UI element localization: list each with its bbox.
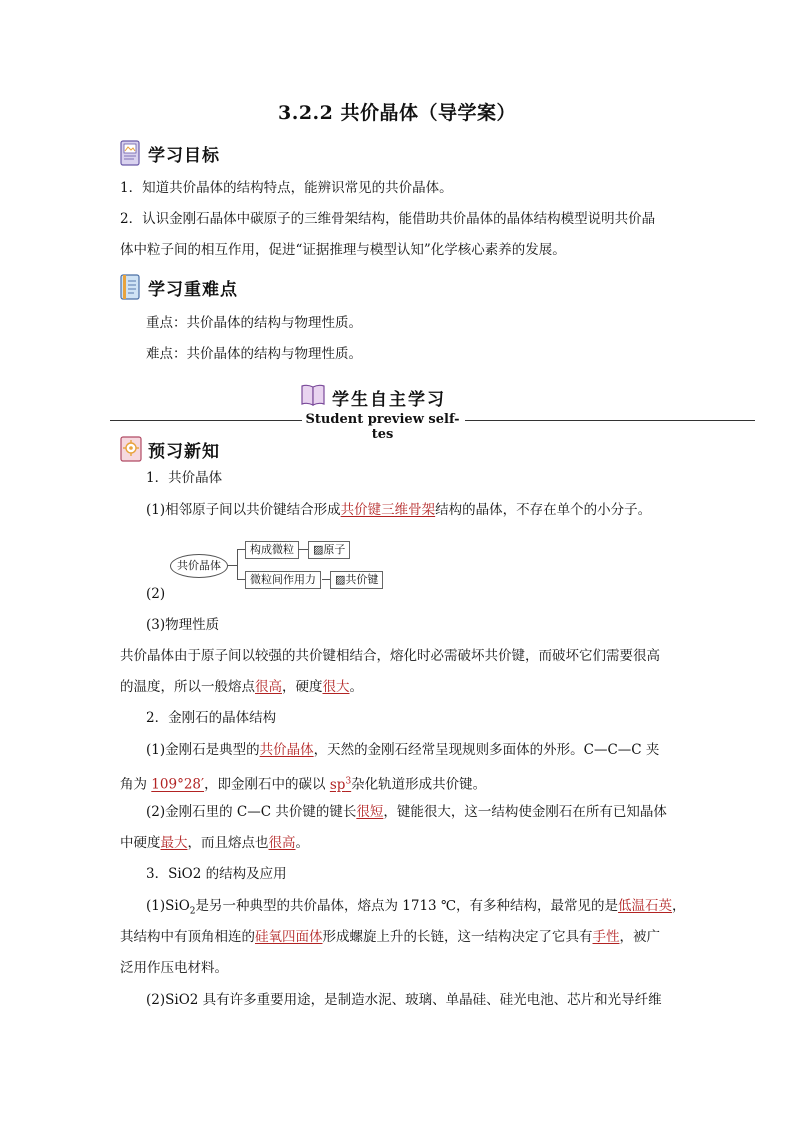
section-banner — [0, 382, 794, 442]
s2-p1-line2: 角为 109°28′，即金刚石中的碳以 $sp^3$杂化轨道形成共价键。 — [120, 776, 487, 793]
s1-p3-line1: 共价晶体由于原子间以较强的共价键相结合，熔化时必需破坏共价键，而破坏它们需要很高 — [120, 648, 660, 664]
preview-heading-label: 预习新知 — [148, 441, 220, 462]
s3-p1-line3: 泛用作压电材料。 — [120, 960, 228, 976]
answer-blank: 共价晶体 — [259, 742, 314, 758]
goal-item: 2．认识金刚石晶体中碳原子的三维骨架结构，能借助共价晶体的晶体结构模型说明共价晶 — [120, 211, 656, 227]
diagram-answer-atom: ▨原子 — [308, 541, 350, 559]
answer-blank: 低温石英 — [618, 898, 673, 914]
answer-blank: 很高 — [268, 835, 296, 851]
s1-p1: (1)相邻原子间以共价键结合形成共价键三维骨架结构的晶体，不存在单个的小分子。 — [146, 502, 652, 518]
concept-diagram — [170, 540, 400, 590]
goal-item: 体中粒子间的相互作用，促进“证据推理与模型认知”化学核心素养的发展。 — [120, 242, 566, 258]
hard-point: 难点：共价晶体的结构与物理性质。 — [146, 346, 362, 362]
s1-p3: (3)物理性质 — [146, 617, 220, 633]
key-point: 重点：共价晶体的结构与物理性质。 — [146, 315, 362, 331]
answer-blank: 很高 — [255, 679, 282, 695]
s2-p2-line2: 中硬度最大，而且熔点也很高。 — [120, 835, 309, 851]
notebook-icon — [120, 274, 140, 300]
gear-book-icon — [120, 436, 140, 462]
diagram-answer-bond: ▨共价键 — [330, 571, 383, 589]
diagram-center: 共价晶体 — [170, 554, 228, 578]
difficulties-heading — [120, 272, 238, 302]
goal-item: 1．知道共价晶体的结构特点，能辨识常见的共价晶体。 — [120, 180, 453, 196]
s2-p2: (2)金刚石里的 C—C 共价键的键长很短，键能很大，这一结构使金刚石在所有已知晶体 — [146, 804, 667, 820]
s1-title: 1．共价晶体 — [146, 470, 223, 486]
s3-p2: (2)SiO2 具有许多重要用途，是制造水泥、玻璃、单晶硅、硅光电池、芯片和光导纤维 — [146, 992, 662, 1008]
difficulties-heading-label: 学习重难点 — [148, 279, 238, 300]
diagram-box-particles: 构成微粒 — [245, 541, 299, 559]
goals-heading — [120, 138, 220, 168]
banner-rule-right — [465, 420, 755, 421]
banner-title-label: 学生自主学习 — [332, 389, 446, 410]
answer-blank: 最大 — [160, 835, 188, 851]
s3-p1: (1)SiO$_2$是另一种典型的共价晶体，熔点为 1713 ℃，有多种结构，最常见的是低温石英， — [146, 898, 686, 917]
answer-blank: 硅氧四面体 — [255, 929, 323, 945]
answer-blank: 共价键三维骨架 — [340, 502, 436, 518]
s3-title: 3．SiO2 的结构及应用 — [146, 866, 287, 882]
diagram-box-force: 微粒间作用力 — [245, 571, 321, 589]
goals-heading-label: 学习目标 — [148, 145, 220, 166]
s1-p3-line2: 的温度，所以一般熔点很高，硬度很大。 — [120, 679, 363, 695]
answer-blank: 很短 — [356, 804, 384, 820]
s1-p2: (2) — [146, 586, 166, 602]
banner-title — [300, 382, 446, 412]
book-icon — [120, 140, 140, 166]
banner-rule-left — [110, 420, 302, 421]
answer-blank: 很大 — [322, 679, 350, 695]
preview-heading — [120, 434, 220, 464]
answer-blank: $sp^3$ — [329, 776, 352, 793]
s2-title: 2．金刚石的晶体结构 — [146, 710, 277, 726]
banner-subtitle: Student preview self-tes — [305, 412, 460, 442]
s2-p1: (1)金刚石是典型的共价晶体，天然的金刚石经常呈现规则多面体的外形。C—C—C 夹 — [146, 742, 660, 758]
page-title: 3.2.2 共价晶体（导学案） — [277, 102, 516, 124]
s3-p1-line2: 其结构中有顶角相连的硅氧四面体形成螺旋上升的长链，这一结构决定了它具有手性，被广 — [120, 929, 660, 945]
open-book-icon — [300, 382, 326, 412]
answer-blank: 109°28′ — [151, 776, 205, 793]
answer-blank: 手性 — [592, 929, 620, 945]
